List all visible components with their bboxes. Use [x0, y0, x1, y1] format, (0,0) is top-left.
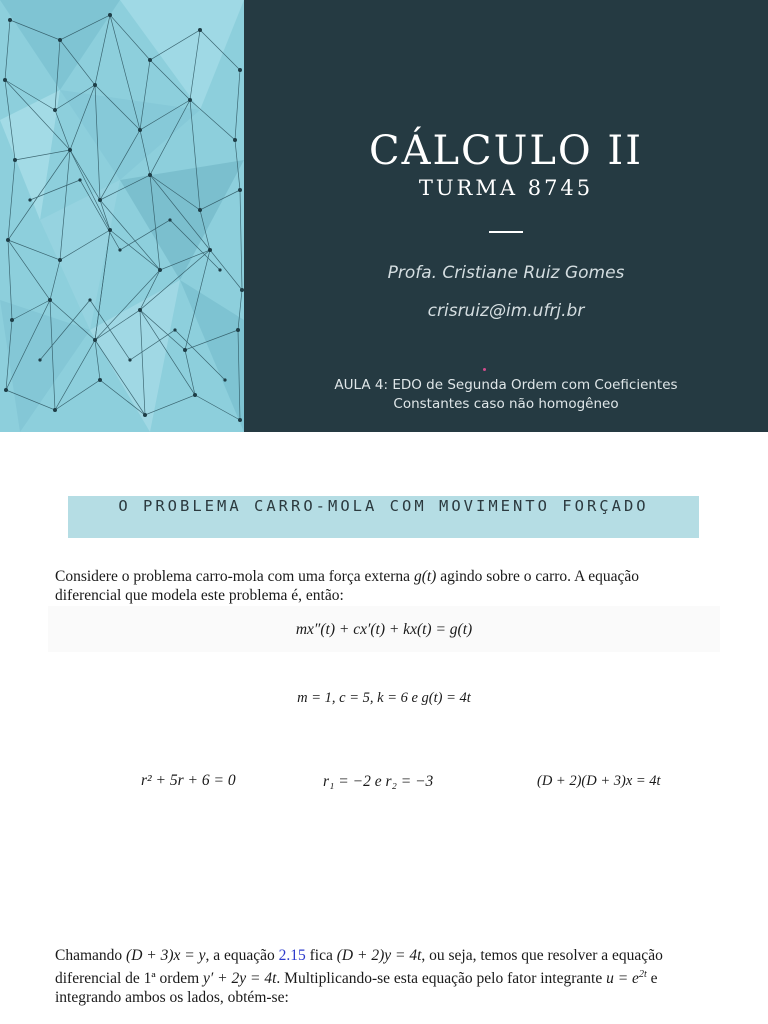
inline-math-exponent: 2t: [638, 969, 647, 980]
intro-paragraph: [55, 567, 710, 605]
accent-dot: [483, 368, 486, 371]
title-panel: [244, 0, 768, 432]
closing-text: , a equação: [205, 947, 279, 964]
closing-text: e: [646, 970, 658, 988]
closing-text: diferencial de 1ª ordem: [55, 970, 204, 988]
intro-text: Considere o problema carro-mola com uma força externa: [55, 568, 414, 585]
lesson-title: [244, 376, 768, 414]
lesson-title-line-2: Constantes caso não homogêneo: [393, 396, 619, 412]
section-banner: [68, 496, 699, 538]
intro-line-2: diferencial que modela este problema é, então:: [55, 587, 344, 604]
ode-equation: mx″(t) + cx′(t) + kx(t) = g(t): [295, 621, 473, 638]
roots-equation: r₁ = −2 e r₂ = −3: [323, 773, 434, 790]
closing-text: , ou seja, temos que resolver a equação: [421, 947, 663, 964]
intro-text: agindo sobre o carro. A equação: [436, 568, 640, 585]
characteristic-equation: r² + 5r + 6 = 0: [141, 772, 236, 789]
parameters-equation: m = 1, c = 5, k = 6 e g(t) = 4t: [297, 690, 471, 706]
lesson-title-line-1: AULA 4: EDO de Segunda Ordem com Coeficientes: [334, 377, 678, 393]
inline-math: (D + 3)x = y: [126, 947, 206, 964]
inline-math: u = e: [606, 970, 639, 988]
closing-text: Chamando: [55, 947, 127, 964]
network-graphic: [0, 0, 244, 432]
closing-line-1: [55, 946, 710, 965]
polygon-network-artwork: [0, 0, 244, 432]
cover-slide: [0, 0, 768, 432]
closing-line-2: [55, 965, 710, 988]
closing-paragraph: [55, 946, 710, 1007]
intro-line-1: [55, 567, 710, 586]
class-subtitle: TURMA 8745: [418, 176, 594, 200]
closing-text: fica: [305, 947, 337, 964]
inline-math: (D + 2)y = 4t: [336, 947, 422, 964]
closing-text: . Multiplicando-se esta equação pelo fator integrante: [276, 970, 607, 988]
inline-math: y′ + 2y = 4t: [203, 970, 277, 988]
equation-reference-link[interactable]: 2.15: [278, 947, 306, 964]
professor-name: Profa. Cristiane Ruiz Gomes: [387, 263, 625, 283]
professor-email: crisruiz@im.ufrj.br: [427, 301, 585, 321]
course-title: CÁLCULO II: [368, 128, 644, 174]
operator-equation: (D + 2)(D + 3)x = 4t: [537, 773, 661, 789]
inline-math: g(t): [413, 568, 437, 585]
title-divider: [489, 231, 523, 233]
closing-line-3: integrando ambos os lados, obtém-se:: [55, 989, 289, 1007]
section-heading: O PROBLEMA CARRO-MOLA COM MOVIMENTO FORÇADO: [118, 497, 649, 515]
